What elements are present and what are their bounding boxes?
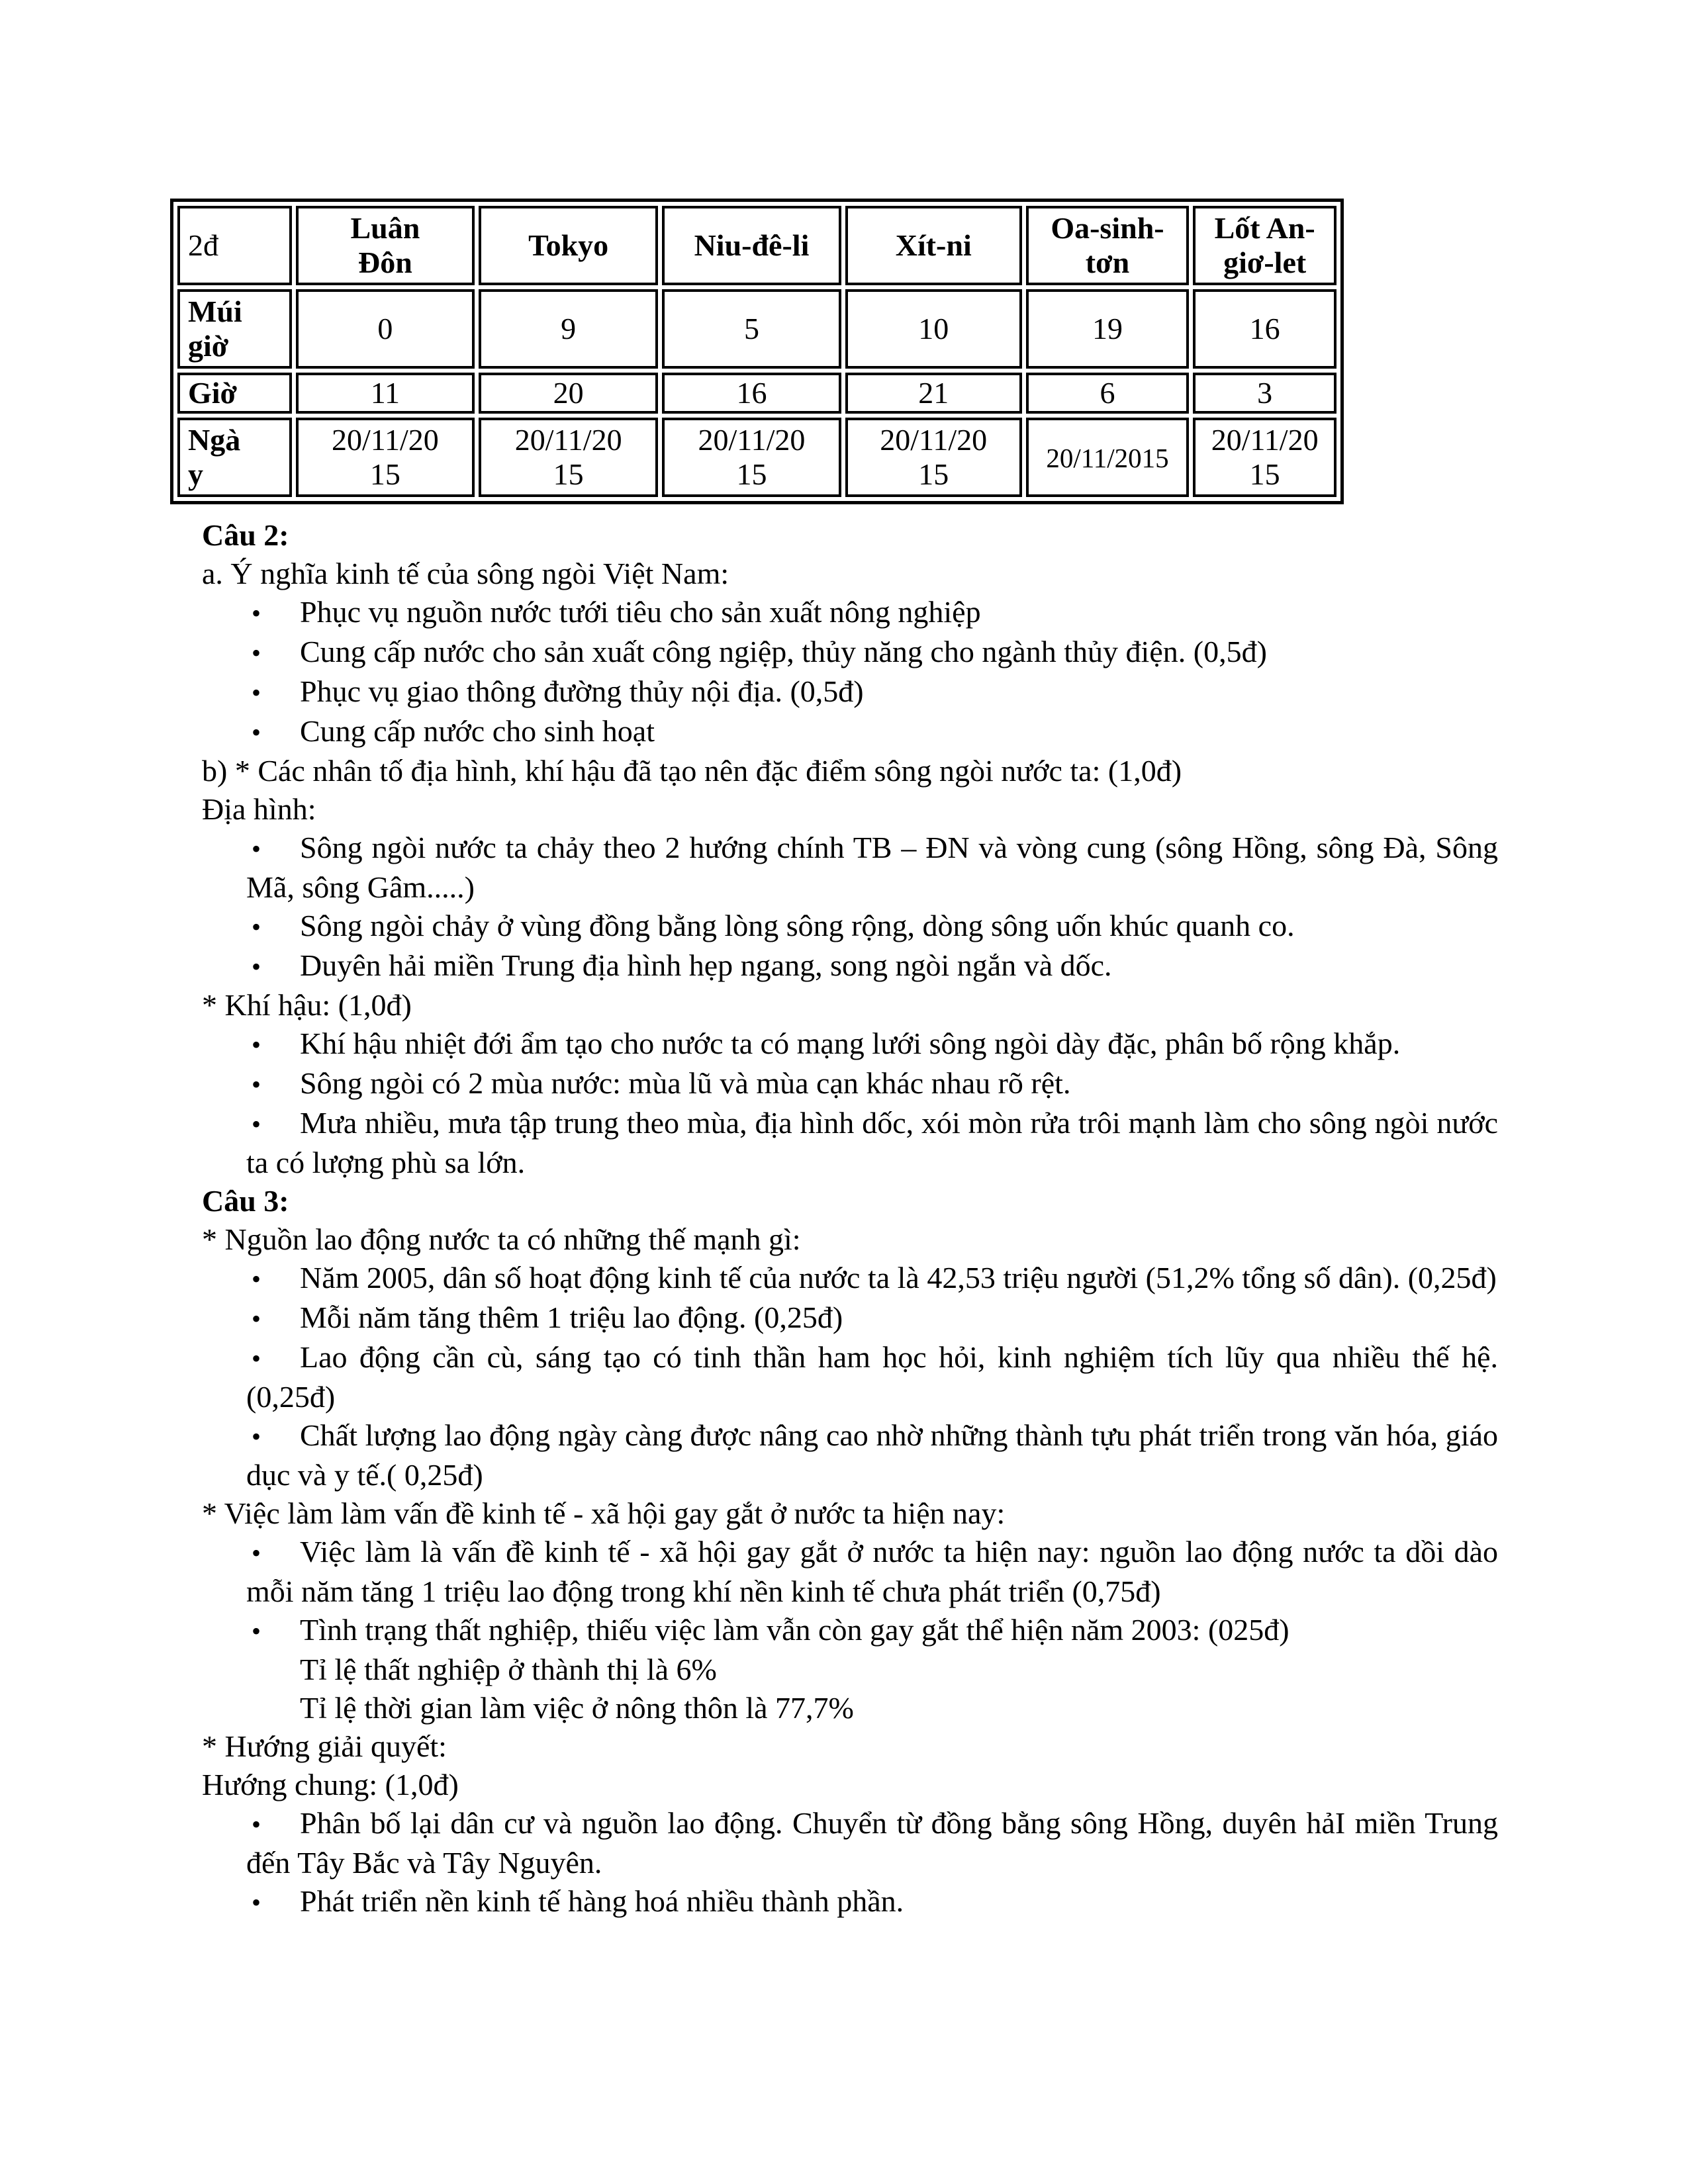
bullet-text: Cung cấp nước cho sản xuất công ngiệp, thủy năng cho ngành thủy điện. (0,5đ): [300, 635, 1267, 668]
bullet-item: [246, 829, 1498, 907]
bullet-icon: •: [252, 598, 261, 628]
table-cell: 11: [296, 373, 475, 414]
row-label-mui-gio: Múi giờ: [177, 289, 292, 369]
sub-line: Tỉ lệ thất nghiệp ở thành thị là 6%: [300, 1653, 717, 1686]
bullet-text: Phân bố lại dân cư và nguồn lao động. Chuyển từ đồng bằng sông Hồng, duyên hảI miền Trung đến Tây Bắc và Tây Nguyên.: [246, 1806, 1498, 1880]
bullet-icon: •: [252, 1069, 261, 1099]
bullet-icon: •: [252, 1809, 261, 1839]
bullet-item: [246, 633, 1498, 672]
bullet-icon: •: [252, 717, 261, 747]
table-row-gio: [177, 373, 1336, 414]
bullet-text: Chất lượng lao động ngày càng được nâng cao nhờ những thành tựu phát triển trong văn hóa, giáo dục và y tế.( 0,25đ): [246, 1418, 1498, 1492]
bullet-text: Cung cấp nước cho sinh hoạt: [300, 714, 655, 748]
bullet-icon: •: [252, 1030, 261, 1060]
table-cell: 20/11/2015: [1026, 418, 1190, 497]
paragraph: * Khí hậu: (1,0đ): [202, 988, 412, 1022]
table-cell: 20: [479, 373, 658, 414]
table-cell: 6: [1026, 373, 1190, 414]
bullet-item: [246, 1298, 1498, 1338]
table-cell: 16: [662, 373, 841, 414]
bullet-item: [246, 946, 1498, 986]
bullet-icon: •: [252, 952, 261, 981]
table-cell: 16: [1193, 289, 1336, 369]
table-cell: 20/11/2015: [296, 418, 475, 497]
table-row-mui-gio: [177, 289, 1336, 369]
bullet-icon: •: [252, 1343, 261, 1373]
bullet-icon: •: [252, 1616, 261, 1646]
bullet-text: Phục vụ giao thông đường thủy nội địa. (0,5đ): [300, 674, 864, 708]
bullet-icon: •: [252, 1264, 261, 1294]
bullet-icon: •: [252, 1109, 261, 1139]
bullet-icon: •: [252, 834, 261, 864]
bullet-text: Mưa nhiều, mưa tập trung theo mùa, địa hình dốc, xói mòn rửa trôi mạnh làm cho sông ngòi nước ta có lượng phù sa lớn.: [246, 1106, 1498, 1179]
bullet-item: [246, 593, 1498, 633]
bullet-item: [246, 1259, 1498, 1298]
paragraph: * Nguồn lao động nước ta có những thế mạnh gì:: [202, 1222, 801, 1256]
bullet-text: Lao động cần cù, sáng tạo có tinh thần ham học hỏi, kinh nghiệm tích lũy qua nhiều thế hệ. (0,25đ): [246, 1340, 1498, 1414]
table-cell: 20/11/2015: [1193, 418, 1336, 497]
bullet-text: Phục vụ nguồn nước tưới tiêu cho sản xuất nông nghiệp: [300, 595, 981, 629]
paragraph: b) * Các nhân tố địa hình, khí hậu đã tạo nên đặc điểm sông ngòi nước ta: (1,0đ): [202, 754, 1182, 788]
answer-text: [202, 516, 1498, 1922]
paragraph: Địa hình:: [202, 792, 316, 826]
col-header-tokyo: Tokyo: [479, 206, 658, 285]
col-header-lot-an-gio-let: Lốt An-giơ-let: [1193, 206, 1336, 285]
bullet-item: [246, 1611, 1498, 1651]
table-cell: 5: [662, 289, 841, 369]
table-cell: 0: [296, 289, 475, 369]
bullet-item: [246, 1533, 1498, 1611]
col-header-xit-ni: Xít-ni: [845, 206, 1022, 285]
bullet-item: [246, 1338, 1498, 1416]
col-header-niu-de-li: Niu-đê-li: [662, 206, 841, 285]
bullet-item: [246, 907, 1498, 946]
paragraph: * Việc làm làm vấn đề kinh tế - xã hội gay gắt ở nước ta hiện nay:: [202, 1496, 1006, 1530]
table-header-row: [177, 206, 1336, 285]
table-cell: 20/11/2015: [662, 418, 841, 497]
bullet-text: Năm 2005, dân số hoạt động kinh tế của nước ta là 42,53 triệu người (51,2% tổng số dân). (0,25đ): [300, 1261, 1497, 1295]
timezone-table: [170, 199, 1344, 504]
table-cell: 9: [479, 289, 658, 369]
table-corner-cell: 2đ: [177, 206, 292, 285]
bullet-text: Khí hậu nhiệt đới ẩm tạo cho nước ta có mạng lưới sông ngòi dày đặc, phân bố rộng khắp.: [300, 1026, 1401, 1060]
bullet-icon: •: [252, 1304, 261, 1334]
paragraph: Hướng chung: (1,0đ): [202, 1768, 459, 1801]
bullet-text: Sông ngòi có 2 mùa nước: mùa lũ và mùa cạn khác nhau rõ rệt.: [300, 1066, 1071, 1100]
bullet-text: Tình trạng thất nghiệp, thiếu việc làm vẫn còn gay gắt thể hiện năm 2003: (025đ): [300, 1613, 1289, 1647]
bullet-text: Duyên hải miền Trung địa hình hẹp ngang, song ngòi ngắn và dốc.: [300, 948, 1112, 982]
bullet-item: [246, 1064, 1498, 1104]
table-cell: 20/11/2015: [479, 418, 658, 497]
section-heading-cau2: Câu 2:: [202, 518, 289, 552]
bullet-text: Việc làm là vấn đề kinh tế - xã hội gay gắt ở nước ta hiện nay: nguồn lao động nước ta dồi dào mỗi năm tăng 1 triệu lao động trong khí nền kinh tế chưa phát triển (0,75đ): [246, 1535, 1498, 1608]
table-cell: 20/11/2015: [845, 418, 1022, 497]
table-cell: 10: [845, 289, 1022, 369]
bullet-item: [246, 672, 1498, 712]
section-heading-cau3: Câu 3:: [202, 1184, 289, 1218]
bullet-icon: •: [252, 1538, 261, 1568]
table-cell: 3: [1193, 373, 1336, 414]
bullet-item: [246, 1804, 1498, 1882]
sub-line: Tỉ lệ thời gian làm việc ở nông thôn là 77,7%: [300, 1691, 854, 1725]
bullet-item: [246, 1416, 1498, 1494]
bullet-item: [246, 712, 1498, 752]
table-cell: 21: [845, 373, 1022, 414]
paragraph: * Hướng giải quyết:: [202, 1729, 447, 1763]
col-header-oa-sinh-ton: Oa-sinh-tơn: [1026, 206, 1190, 285]
row-label-gio: Giờ: [177, 373, 292, 414]
paragraph: a. Ý nghĩa kinh tế của sông ngòi Việt Nam:: [202, 557, 729, 590]
row-label-ngay: Ngày: [177, 418, 292, 497]
bullet-text: Sông ngòi nước ta chảy theo 2 hướng chính TB – ĐN và vòng cung (sông Hồng, sông Đà, Sông Mã, sông Gâm.....): [246, 831, 1498, 904]
bullet-icon: •: [252, 912, 261, 942]
bullet-item: [246, 1104, 1498, 1182]
col-header-luan-don: Luân Đôn: [296, 206, 475, 285]
bullet-text: Sông ngòi chảy ở vùng đồng bằng lòng sông rộng, dòng sông uốn khúc quanh co.: [300, 909, 1295, 942]
bullet-text: Phát triển nền kinh tế hàng hoá nhiều thành phần.: [300, 1884, 904, 1918]
bullet-icon: •: [252, 638, 261, 668]
table-cell: 19: [1026, 289, 1190, 369]
bullet-text: Mỗi năm tăng thêm 1 triệu lao động. (0,25đ): [300, 1300, 843, 1334]
bullet-icon: •: [252, 1888, 261, 1917]
bullet-item: [246, 1882, 1498, 1922]
bullet-item: [246, 1024, 1498, 1064]
bullet-icon: •: [252, 1422, 261, 1451]
table-row-ngay: [177, 418, 1336, 497]
bullet-icon: •: [252, 678, 261, 707]
